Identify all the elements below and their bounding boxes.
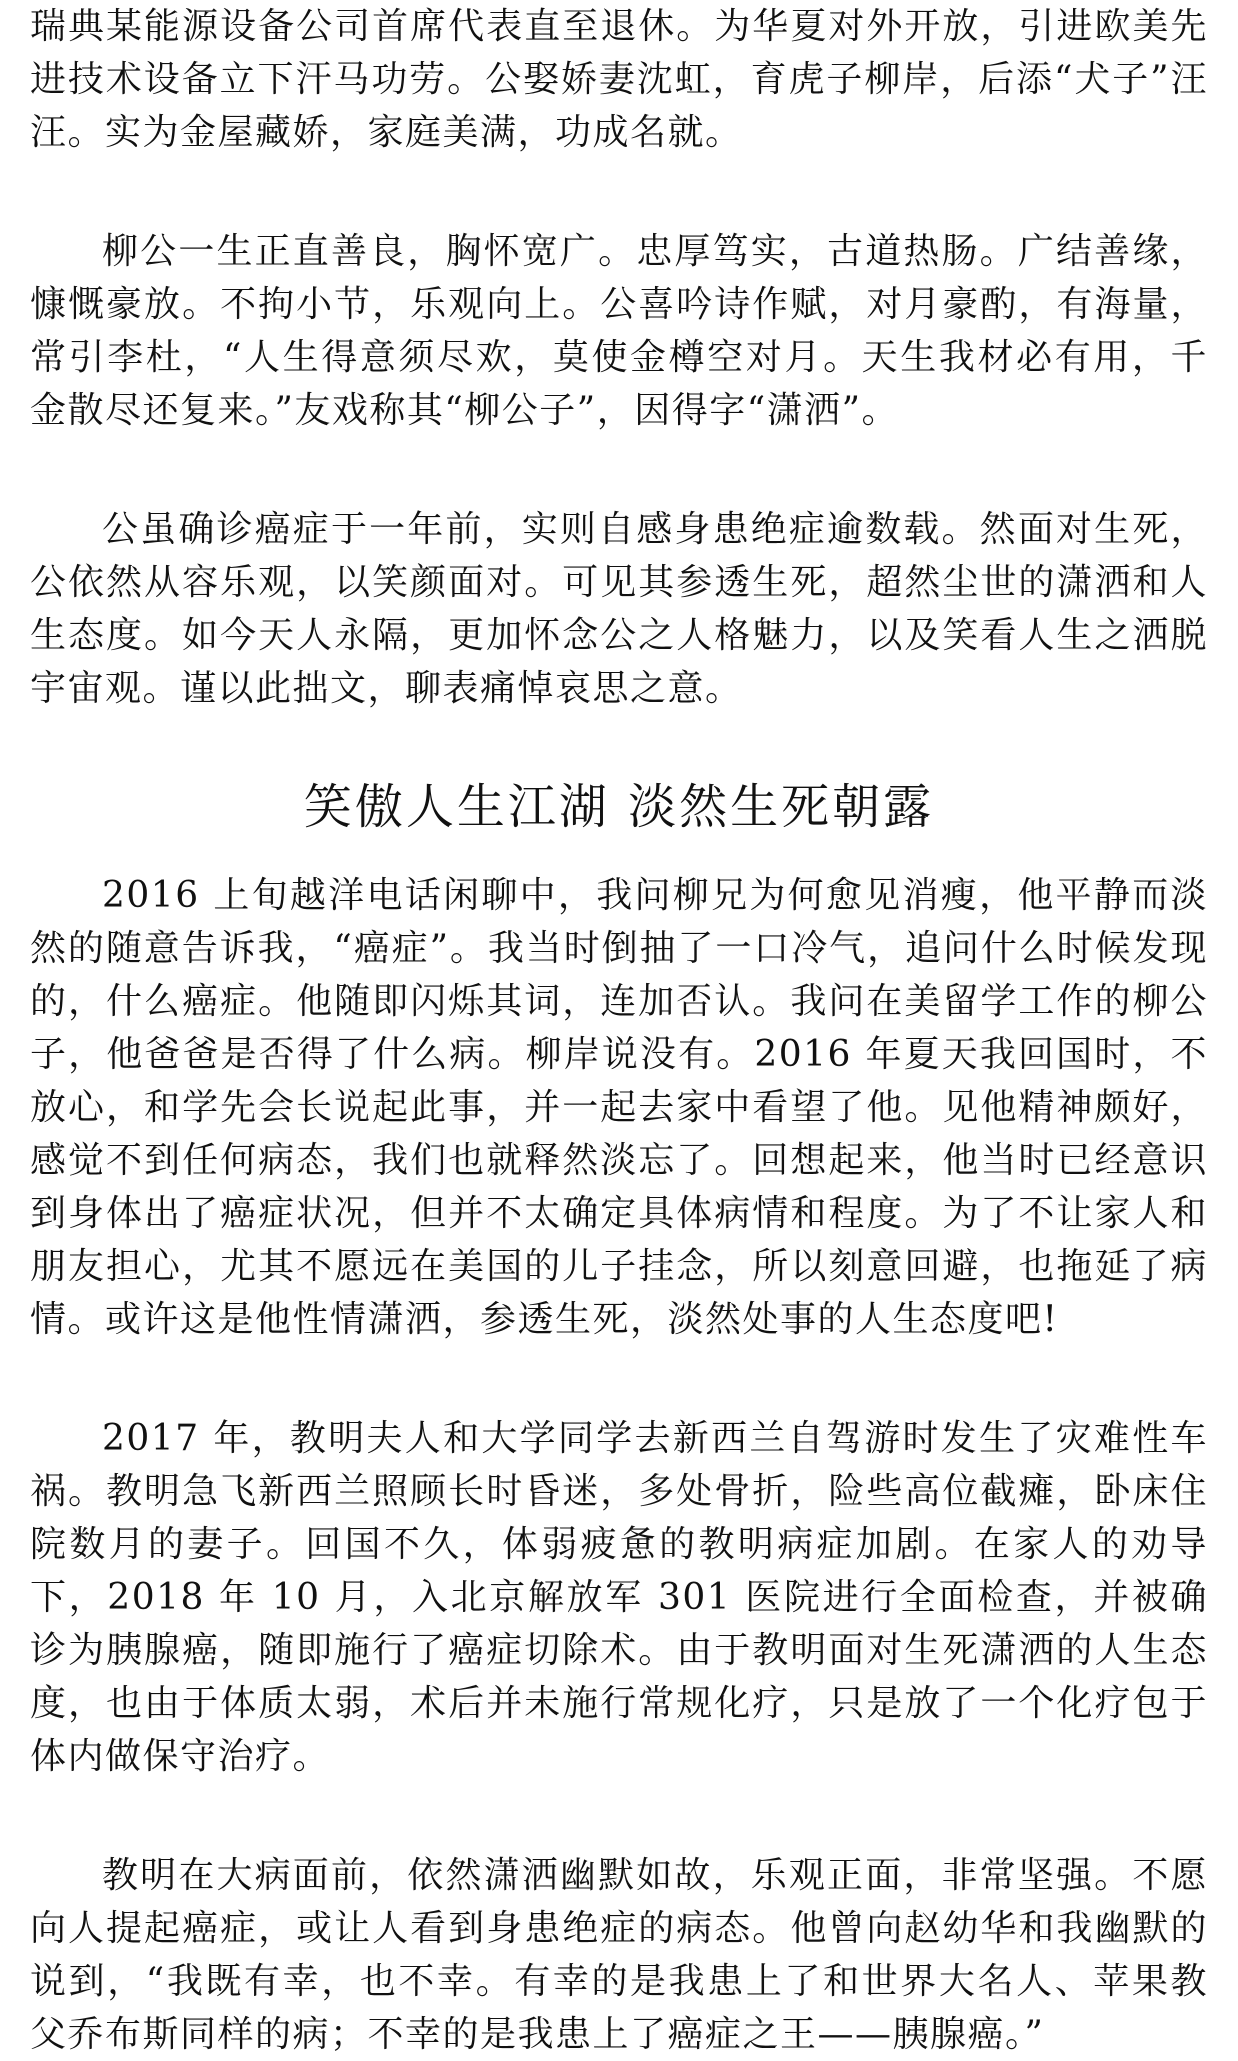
- paragraph-gap: [30, 159, 1208, 225]
- paragraph-liu-character: 柳公一生正直善良，胸怀宽广。忠厚笃实，古道热肠。广结善缘，慷慨豪放。不拘小节，乐观向上。公喜吟诗作赋，对月豪酌，有海量，常引李杜，“人生得意须尽欢，莫使金樽空对月。天生我材必有用，千金散尽还复来。”友戏称其“柳公子”，因得字“潇洒”。: [30, 231, 1208, 431]
- heading-gap: [30, 837, 1208, 869]
- paragraph-gap: [30, 1346, 1208, 1412]
- paragraph-illness-attitude: 教明在大病面前，依然潇洒幽默如故，乐观正面，非常坚强。不愿向人提起癌症，或让人看到身患绝症的病态。他曾向赵幼华和我幽默的说到，“我既有幸，也不幸。有幸的是我患上了和世界大名人、苹果教父乔布斯同样的病；不幸的是我患上了癌症之王——胰腺癌。”: [30, 1855, 1208, 2055]
- paragraph-gap: [30, 1783, 1208, 1849]
- paragraph-phone-call: 2016 上旬越洋电话闲聊中，我问柳兄为何愈见消瘦，他平静而淡然的随意告诉我，“癌症”。我当时倒抽了一口冷气，追问什么时候发现的，什么癌症。他随即闪烁其词，连加否认。我问在美留学工作的柳公子，他爸爸是否得了什么病。柳岸说没有。2016 年夏天我回国时，不放心，和学先会长说起此事，并一起去家中看望了他。见他精神颇好，感觉不到任何病态，我们也就释然淡忘了。回想起来，他当时已经意识到身体出了癌症状况，但并不太确定具体病情和程度。为了不让家人和朋友担心，尤其不愿远在美国的儿子挂念，所以刻意回避，也拖延了病情。或许这是他性情潇洒，参透生死，淡然处事的人生态度吧!: [30, 875, 1208, 1340]
- paragraph-accident: 2017 年，教明夫人和大学同学去新西兰自驾游时发生了灾难性车祸。教明急飞新西兰照顾长时昏迷，多处骨折，险些高位截瘫，卧床住院数月的妻子。回国不久，体弱疲惫的教明病症加剧。在家人的劝导下，2018 年 10 月，入北京解放军 301 医院进行全面检查，并被确诊为胰腺癌，随即施行了癌症切除术。由于教明面对生死潇洒的人生态度，也由于体质太弱，术后并未施行常规化疗，只是放了一个化疗包于体内做保守治疗。: [30, 1418, 1208, 1777]
- heading-gap: [30, 715, 1208, 777]
- paragraph-continuation: 瑞典某能源设备公司首席代表直至退休。为华夏对外开放，引进欧美先进技术设备立下汗马功劳。公娶娇妻沈虹，育虎子柳岸，后添“犬子”汪汪。实为金屋藏娇，家庭美满，功成名就。: [30, 6, 1208, 153]
- paragraph-diagnosis: 公虽确诊癌症于一年前，实则自感身患绝症逾数载。然面对生死，公依然从容乐观，以笑颜面对。可见其参透生死，超然尘世的潇洒和人生态度。如今天人永隔，更加怀念公之人格魅力，以及笑看人生之洒脱宇宙观。谨以此拙文，聊表痛悼哀思之意。: [30, 509, 1208, 709]
- section-title: 笑傲人生江湖 淡然生死朝露: [303, 779, 935, 835]
- document-page: [30, 0, 1208, 2061]
- paragraph-gap: [30, 437, 1208, 503]
